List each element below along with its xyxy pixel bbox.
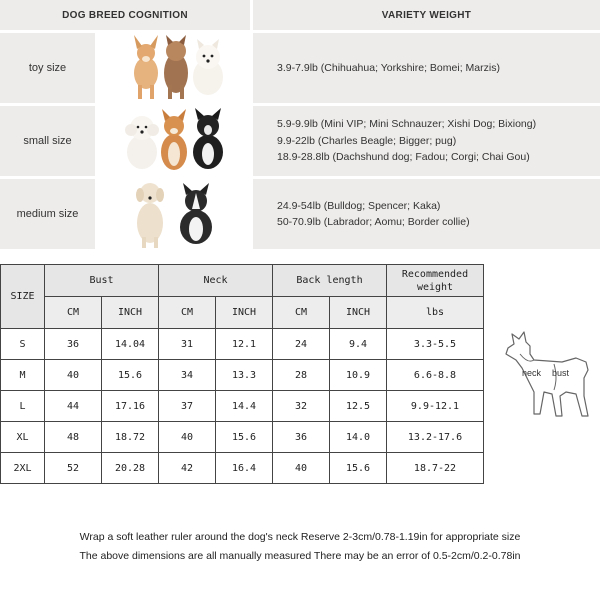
french-bulldog-icon [193, 108, 223, 169]
variety-weight-line: 5.9-9.9lb (Mini VIP; Mini Schnauzer; Xishi Dog; Bixiong) [277, 118, 537, 131]
size-cell: 2XL [1, 453, 45, 484]
neck-header: Neck [159, 265, 273, 297]
unit-header: CM [45, 297, 102, 329]
size-cell: L [1, 391, 45, 422]
neck-label: neck [522, 368, 542, 378]
note-line: Wrap a soft leather ruler around the dog's neck Reserve 2-3cm/0.78-1.19in for appropriate size [79, 531, 521, 543]
neck-inch-cell: 14.4 [216, 391, 273, 422]
bust-cm-cell: 52 [45, 453, 102, 484]
neck-cm-cell: 42 [159, 453, 216, 484]
back-cm-cell: 40 [273, 453, 330, 484]
variety-weight-line: 50-70.9lb (Labrador; Aomu; Border collie) [277, 216, 470, 228]
small-dogs-image [98, 106, 250, 176]
variety-weight-line: 18.9-28.8lb (Dachshund dog; Fadou; Corgi; Chai Gou) [277, 151, 530, 164]
dog-measurement-diagram [500, 320, 600, 430]
size-cell: XL [1, 422, 45, 453]
variety-weight-header: VARIETY WEIGHT [253, 0, 600, 30]
weight-cell: 13.2-17.6 [387, 422, 484, 453]
recommended-weight-header: Recommended weight [387, 265, 484, 297]
weight-cell: 6.6-8.8 [387, 360, 484, 391]
neck-cm-cell: 40 [159, 422, 216, 453]
bust-inch-cell: 18.72 [102, 422, 159, 453]
neck-cm-cell: 37 [159, 391, 216, 422]
medium-size-label: medium size [0, 179, 95, 249]
breed-cognition-table [0, 0, 600, 258]
back-inch-cell: 10.9 [330, 360, 387, 391]
toy-size-weights [253, 33, 600, 103]
toy-dogs-image [98, 33, 250, 103]
measurement-notes [0, 528, 600, 566]
back-inch-cell: 9.4 [330, 329, 387, 360]
neck-inch-cell: 16.4 [216, 453, 273, 484]
neck-inch-cell: 12.1 [216, 329, 273, 360]
unit-header: CM [273, 297, 330, 329]
chihuahua-dog-icon [134, 35, 158, 99]
back-inch-cell: 15.6 [330, 453, 387, 484]
bust-inch-cell: 20.28 [102, 453, 159, 484]
labrador-dog-icon [136, 183, 164, 248]
variety-weight-line: 9.9-22lb (Charles Beagle; Bigger; pug) [277, 134, 457, 147]
back-cm-cell: 28 [273, 360, 330, 391]
neck-cm-cell: 31 [159, 329, 216, 360]
weight-cell: 18.7-22 [387, 453, 484, 484]
unit-header: INCH [102, 297, 159, 329]
yorkshire-dog-icon [164, 35, 188, 99]
dog-outline-icon [500, 320, 600, 430]
unit-header: INCH [216, 297, 273, 329]
unit-header: INCH [330, 297, 387, 329]
weight-cell: 9.9-12.1 [387, 391, 484, 422]
neck-inch-cell: 15.6 [216, 422, 273, 453]
bust-inch-cell: 15.6 [102, 360, 159, 391]
weight-cell: 3.3-5.5 [387, 329, 484, 360]
variety-weight-line: 24.9-54lb (Bulldog; Spencer; Kaka) [277, 199, 441, 212]
table-row [1, 422, 484, 453]
table-row [1, 453, 484, 484]
bust-cm-cell: 48 [45, 422, 102, 453]
poodle-dog-icon [125, 116, 159, 169]
bust-inch-cell: 14.04 [102, 329, 159, 360]
back-cm-cell: 36 [273, 422, 330, 453]
bust-header: Bust [45, 265, 159, 297]
bust-cm-cell: 40 [45, 360, 102, 391]
note-line: The above dimensions are all manually measured There may be an error of 0.5-2cm/0.2-0.78in [79, 550, 521, 562]
back-inch-cell: 12.5 [330, 391, 387, 422]
variety-weight-line: 3.9-7.9lb (Chihuahua; Yorkshire; Bomei; Marzis) [277, 61, 500, 74]
bust-cm-cell: 36 [45, 329, 102, 360]
neck-inch-cell: 13.3 [216, 360, 273, 391]
back-length-header: Back length [273, 265, 387, 297]
size-chart-table [0, 264, 484, 484]
size-cell: S [1, 329, 45, 360]
bust-label: bust [552, 368, 570, 378]
neck-cm-cell: 34 [159, 360, 216, 391]
unit-header: lbs [387, 297, 484, 329]
bust-cm-cell: 44 [45, 391, 102, 422]
border-collie-dog-icon [180, 183, 212, 244]
table-row [1, 329, 484, 360]
small-size-label: small size [0, 106, 95, 176]
corgi-dog-icon [161, 109, 187, 170]
bust-inch-cell: 17.16 [102, 391, 159, 422]
table-row [1, 391, 484, 422]
size-cell: M [1, 360, 45, 391]
medium-size-weights [253, 179, 600, 249]
unit-header: CM [159, 297, 216, 329]
back-cm-cell: 32 [273, 391, 330, 422]
medium-dogs-image [98, 179, 250, 249]
back-cm-cell: 24 [273, 329, 330, 360]
table-row [1, 360, 484, 391]
breed-header: DOG BREED COGNITION [0, 0, 250, 30]
toy-size-label: toy size [0, 33, 95, 103]
back-inch-cell: 14.0 [330, 422, 387, 453]
size-header: SIZE [1, 265, 45, 329]
pomeranian-dog-icon [193, 39, 223, 95]
small-size-weights [253, 106, 600, 176]
